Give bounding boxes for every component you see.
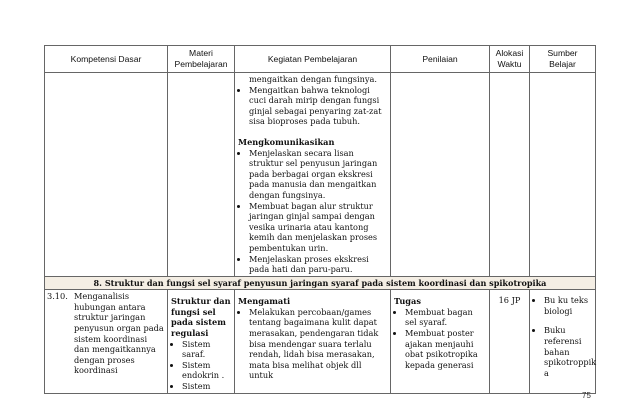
list-item: • Mengaitkan bahwa teknologi cuci darah mirip dengan fungsi ginjal sebagai penyaring zat-zat sisa bioproses pada tubuh. (249, 85, 387, 127)
list-item: • Menjelaskan proses ekskresi pada hati dan paru-paru. (249, 254, 387, 275)
list-item: • Membuat bagan alur struktur jaringan ginjal sampai dengan vesika urinaria atau kantong kemih dan menjelaskan proses pembentukan urin. (249, 201, 387, 254)
cell-materi-empty (168, 73, 235, 277)
list-item: • Melakukan percobaan/games tentang bagaimana kulit dapat merasakan, pendengaran tidak bisa mendengar suara terlalu rendah, lidah bisa merasakan, mata bisa melihat objek dll untuk (249, 307, 387, 381)
section-band-row (45, 276, 596, 290)
list-item: • Membuat bagan sel syaraf. (405, 307, 486, 328)
cell-sumber (530, 290, 596, 393)
kegiatan-title: Mengamati (238, 296, 291, 307)
bullet-list (238, 148, 387, 275)
cell-kd-empty (45, 73, 168, 277)
continued-line: mengaitkan dengan fungsinya. (249, 74, 378, 84)
bullet-list (238, 85, 387, 127)
cell-kd (45, 290, 168, 393)
bullet-list (533, 295, 597, 378)
bullet-list (238, 307, 387, 381)
kd-number: 3.10. (47, 291, 68, 302)
list-item: • Membuat poster ajakan menjauhi obat psikotropika kepada generasi (405, 328, 486, 370)
lesson-plan-table (44, 45, 596, 394)
list-item: • Sistem saraf. (182, 339, 231, 360)
header-alokasi-waktu: Alokasi Waktu (490, 46, 530, 73)
cell-sumber-empty (530, 73, 596, 277)
cell-penilaian (391, 290, 490, 393)
header-penilaian: Penilaian (391, 46, 490, 73)
table-header-row (45, 46, 596, 73)
cell-kegiatan (235, 290, 391, 393)
table-row-continued (45, 73, 596, 277)
header-kompetensi-dasar: Kompetensi Dasar (45, 46, 168, 73)
section-title: 8. Struktur dan fungsi sel syaraf penyusun jaringan syaraf pada sistem koordinasi dan spikotropika (45, 276, 596, 290)
list-item: • Buku referensi bahan spikotroppik a (544, 325, 592, 378)
bullet-list (394, 307, 486, 371)
section-heading: Mengkomunikasikan (238, 136, 335, 147)
cell-kegiatan-continued (235, 73, 391, 277)
penilaian-title: Tugas (394, 296, 421, 307)
list-item: • Bu ku teks biologi (544, 295, 592, 316)
table-row (45, 290, 596, 393)
list-item: • Menjelaskan secara lisan struktur sel penyusun jaringan pada berbagai organ ekskresi pada manusia dan mengaitkan dengan fungsinya. (249, 148, 387, 201)
cell-penilaian-empty (391, 73, 490, 277)
cell-alokasi-empty (490, 73, 530, 277)
list-item: • Sistem (182, 381, 231, 392)
list-item: • Sistem endokrin . (182, 360, 231, 381)
cell-materi (168, 290, 235, 393)
header-sumber-belajar: Sumber Belajar (530, 46, 596, 73)
page-number: 75 (582, 391, 591, 400)
header-kegiatan: Kegiatan Pembelajaran (235, 46, 391, 73)
bullet-list (171, 339, 231, 392)
kd-text: Menganalisis hubungan antara struktur jaringan penyusun organ pada sistem koordinasi dan mengaitkannya dengan proses koordinasi (74, 291, 164, 376)
alokasi-value: 16 JP (498, 295, 521, 306)
cell-alokasi (490, 290, 530, 393)
materi-title: Struktur dan fungsi sel pada sistem regulasi (171, 296, 231, 339)
header-materi: Materi Pembelajaran (168, 46, 235, 73)
